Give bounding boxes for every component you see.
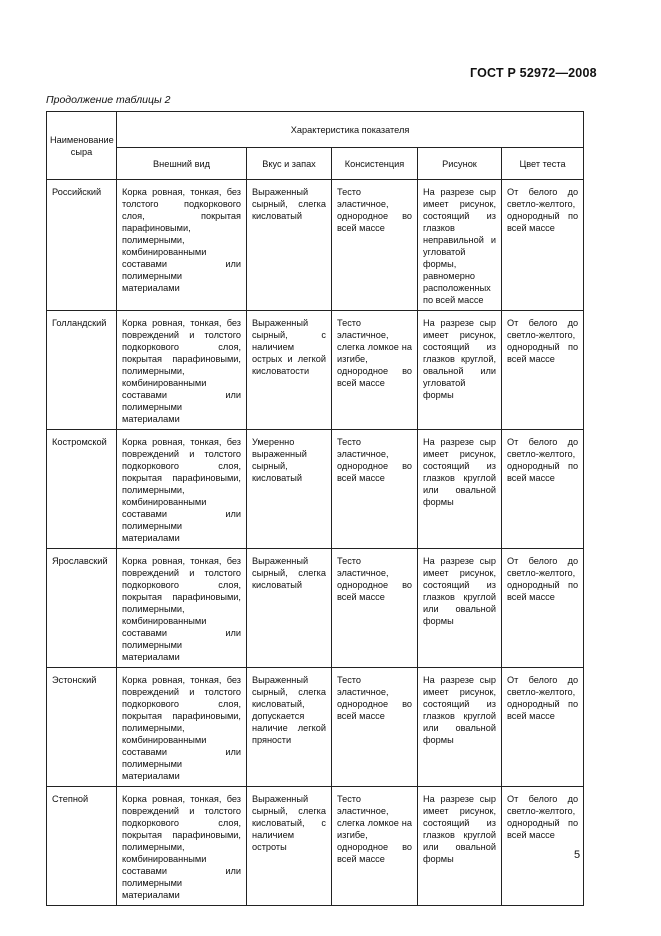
cheese-name-cell: Эстонский — [47, 668, 117, 787]
color-cell: От белого до светло-желтого, однородный по всей массе — [502, 549, 584, 668]
pattern-cell: На разрезе сыр имеет рисунок, состоящий из глазков круглой или овальной формы — [418, 787, 502, 906]
color-cell: От белого до светло-желтого, однородный по всей массе — [502, 180, 584, 311]
cheese-name-cell: Костромской — [47, 430, 117, 549]
appearance-cell: Корка ровная, тонкая, без повреждений и толстого подкоркового слоя, покрытая парафиновыми, полимерными, комбинированными составами или полимерными материалами — [117, 311, 247, 430]
appearance-cell: Корка ровная, тонкая, без повреждений и толстого подкоркового слоя, покрытая парафиновыми, полимерными, комбинированными составами или полимерными материалами — [117, 549, 247, 668]
color-cell: От белого до светло-желтого, однородный по всей массе — [502, 311, 584, 430]
table-row — [47, 180, 584, 311]
cheese-characteristics-table — [46, 111, 584, 906]
document-standard-number: ГОСТ Р 52972—2008 — [470, 66, 597, 80]
pattern-cell: На разрезе сыр имеет рисунок, состоящий из глазков неправильной и угловатой формы, равномерно расположенных по всей массе — [418, 180, 502, 311]
color-cell: От белого до светло-желтого, однородный по всей массе — [502, 787, 584, 906]
header-pattern: Рисунок — [418, 148, 502, 180]
taste-cell: Выраженный сырный, слегка кисловатый — [247, 180, 332, 311]
pattern-cell: На разрезе сыр имеет рисунок, состоящий из глазков круглой или овальной формы — [418, 430, 502, 549]
header-paste-color: Цвет теста — [502, 148, 584, 180]
appearance-cell: Корка ровная, тонкая, без толстого подкоркового слоя, покрытая парафиновыми, полимерными, комбинированными составами или полимерными материалами — [117, 180, 247, 311]
color-cell: От белого до светло-желтого, однородный по всей массе — [502, 668, 584, 787]
table-row — [47, 430, 584, 549]
taste-cell: Выраженный сырный, слегка кисловатый — [247, 549, 332, 668]
table-row — [47, 311, 584, 430]
consistency-cell: Тесто эластичное, слегка ломкое на изгибе, однородное во всей массе — [332, 787, 418, 906]
consistency-cell: Тесто эластичное, однородное во всей массе — [332, 668, 418, 787]
color-cell: От белого до светло-желтого, однородный по всей массе — [502, 430, 584, 549]
header-taste-smell: Вкус и запах — [247, 148, 332, 180]
header-cheese-name: Наименование сыра — [47, 112, 117, 180]
cheese-name-cell: Голландский — [47, 311, 117, 430]
appearance-cell: Корка ровная, тонкая, без повреждений и толстого подкоркового слоя, покрытая парафиновыми, полимерными, комбинированными составами или полимерными материалами — [117, 787, 247, 906]
taste-cell: Выраженный сырный, слегка кисловатый, допускается наличие легкой пряности — [247, 668, 332, 787]
page-number: 5 — [574, 849, 581, 861]
header-consistency: Консистенция — [332, 148, 418, 180]
pattern-cell: На разрезе сыр имеет рисунок, состоящий из глазков круглой, овальной или угловатой формы — [418, 311, 502, 430]
cheese-name-cell: Ярославский — [47, 549, 117, 668]
table-row — [47, 668, 584, 787]
cheese-name-cell: Российский — [47, 180, 117, 311]
appearance-cell: Корка ровная, тонкая, без повреждений и толстого подкоркового слоя, покрытая парафиновыми, полимерными, комбинированными составами или полимерными материалами — [117, 668, 247, 787]
cheese-name-cell: Степной — [47, 787, 117, 906]
taste-cell: Выраженный сырный, с наличием острых и легкой кисловатости — [247, 311, 332, 430]
table-caption: Продолжение таблицы 2 — [46, 94, 171, 106]
pattern-cell: На разрезе сыр имеет рисунок, состоящий из глазков круглой или овальной формы — [418, 668, 502, 787]
taste-cell: Умеренно выраженный сырный, кисловатый — [247, 430, 332, 549]
consistency-cell: Тесто эластичное, однородное во всей массе — [332, 180, 418, 311]
appearance-cell: Корка ровная, тонкая, без повреждений и толстого подкоркового слоя, покрытая парафиновыми, полимерными, комбинированными составами или полимерными материалами — [117, 430, 247, 549]
table-row — [47, 787, 584, 906]
header-appearance: Внешний вид — [117, 148, 247, 180]
consistency-cell: Тесто эластичное, однородное во всей массе — [332, 549, 418, 668]
table-row — [47, 549, 584, 668]
header-characteristic-group: Характеристика показателя — [117, 112, 584, 148]
consistency-cell: Тесто эластичное, слегка ломкое на изгибе, однородное во всей массе — [332, 311, 418, 430]
taste-cell: Выраженный сырный, слегка кисловатый, с наличием остроты — [247, 787, 332, 906]
consistency-cell: Тесто эластичное, однородное во всей массе — [332, 430, 418, 549]
pattern-cell: На разрезе сыр имеет рисунок, состоящий из глазков круглой или овальной формы — [418, 549, 502, 668]
